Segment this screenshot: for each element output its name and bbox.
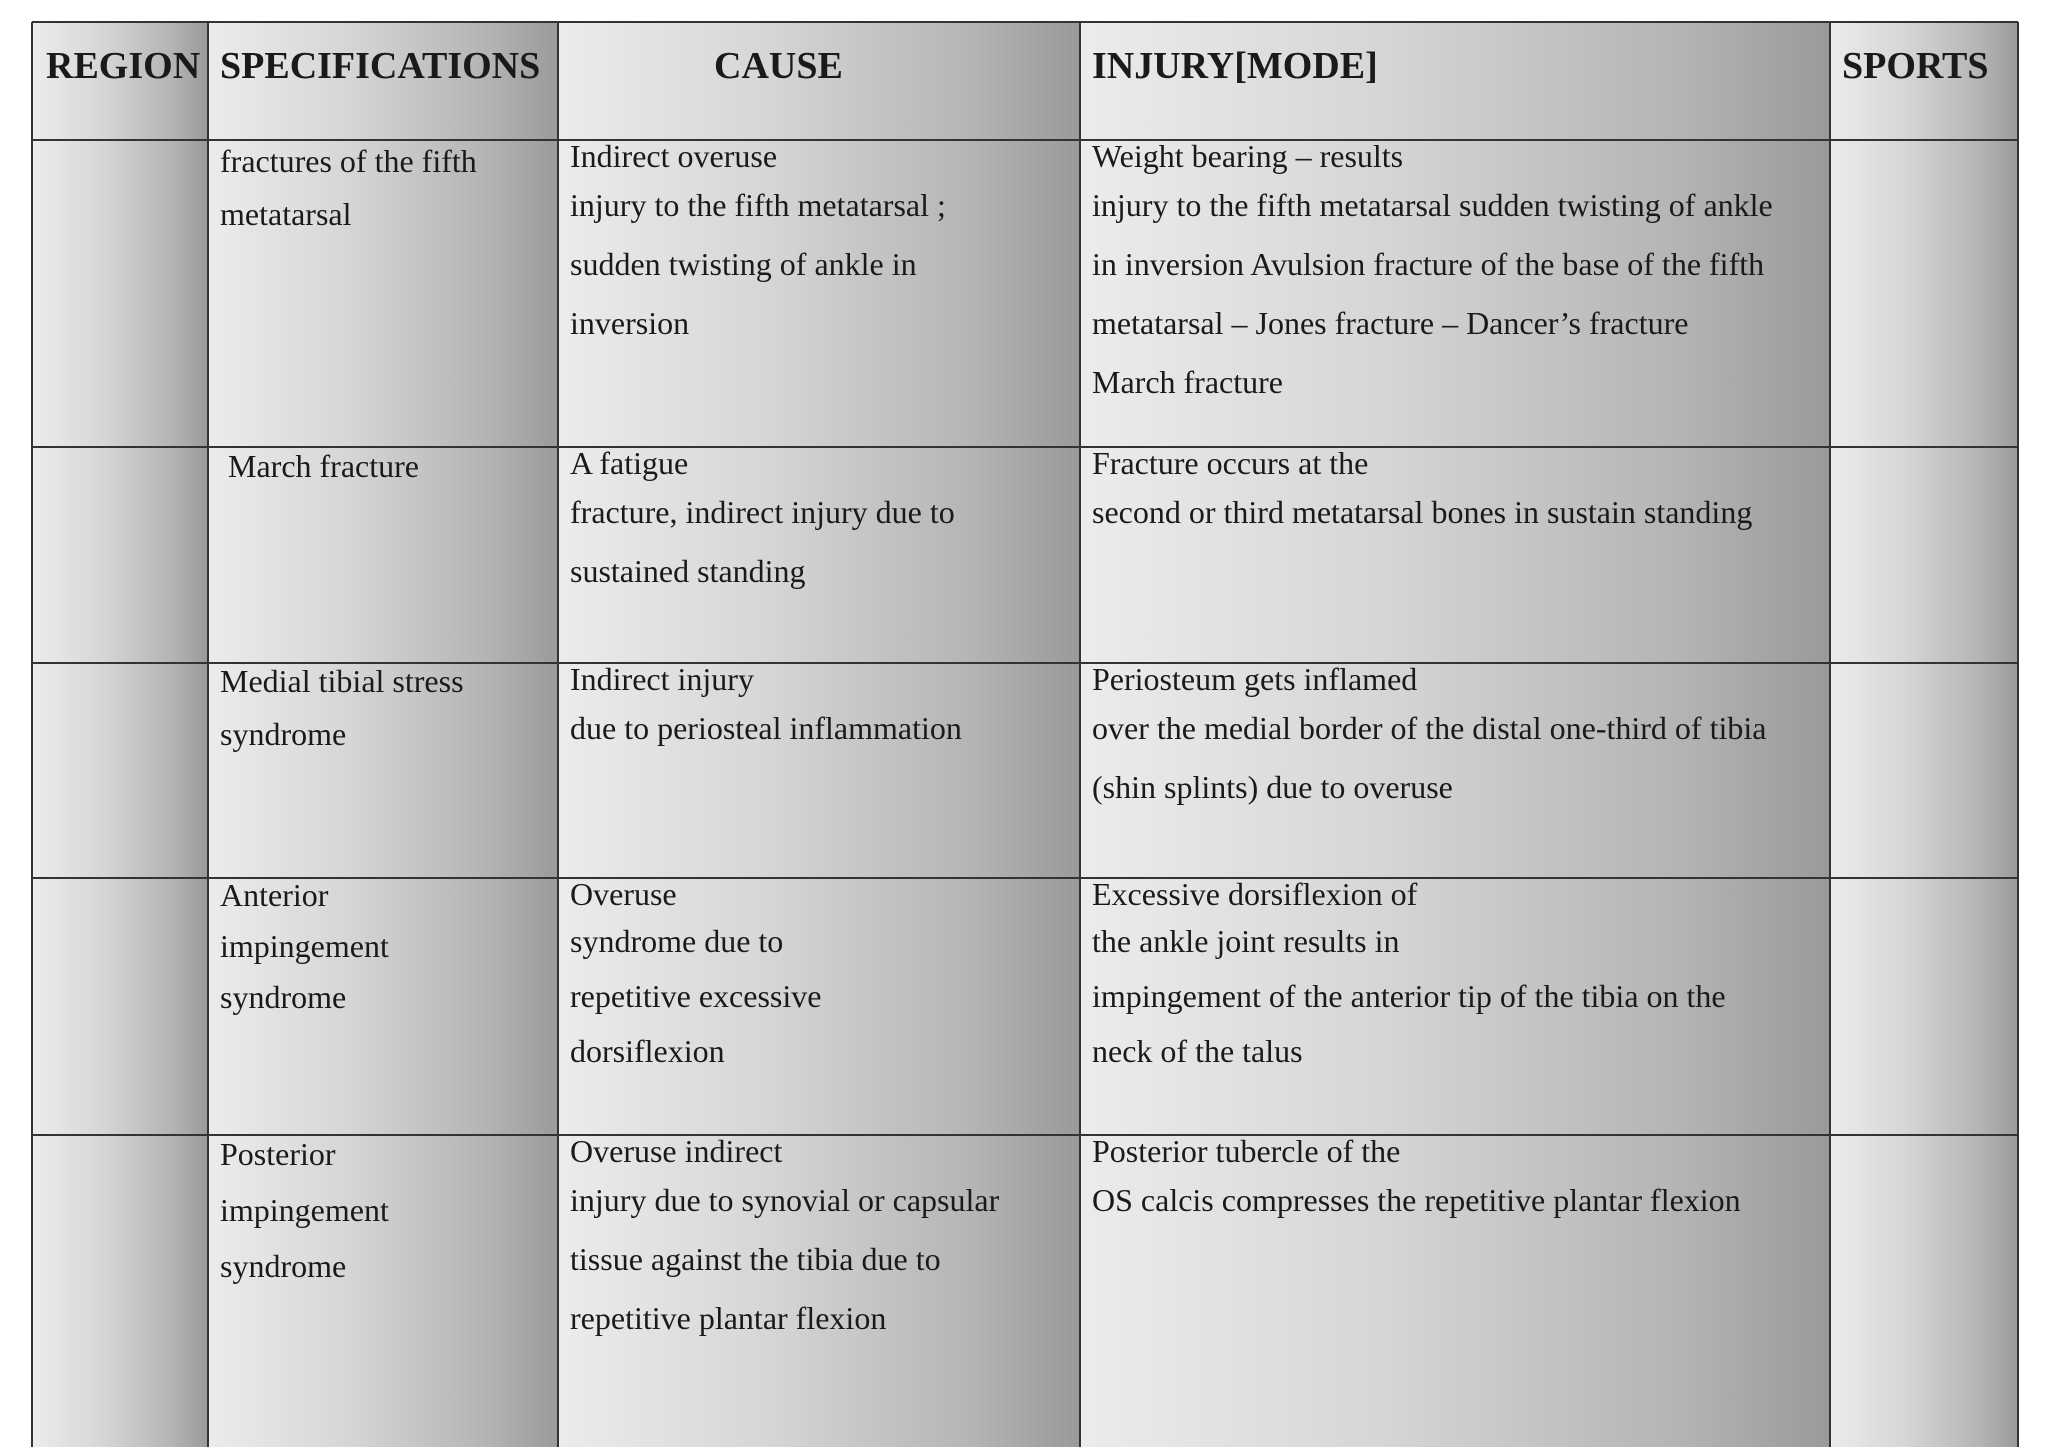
cell-line: Indirect overuse xyxy=(570,138,778,174)
cell-line: due to periosteal inflammation xyxy=(570,710,962,746)
header-sports: SPORTS xyxy=(1842,45,1989,87)
cause-cell xyxy=(570,874,821,1079)
cell-line: syndrome xyxy=(220,979,347,1015)
cell-line: dorsiflexion xyxy=(570,1033,725,1069)
column-divider xyxy=(1829,22,1831,1447)
column-divider xyxy=(2017,22,2019,1447)
cell-line: Anterior xyxy=(220,877,329,913)
cell-line: Excessive dorsiflexion of xyxy=(1092,876,1418,912)
cell-line: OS calcis compresses the repetitive plantar flexion xyxy=(1092,1182,1741,1218)
cell-line: repetitive excessive xyxy=(570,978,822,1014)
specification-cell xyxy=(220,1126,389,1294)
cell-line: Fracture occurs at the xyxy=(1092,445,1369,481)
sports-column xyxy=(1830,22,2018,1447)
specification-cell xyxy=(220,135,477,241)
cell-line: impingement xyxy=(220,928,389,964)
cell-line: Overuse indirect xyxy=(570,1133,783,1169)
header-specifications: SPECIFICATIONS xyxy=(220,45,541,87)
cell-line: sustained standing xyxy=(570,553,806,589)
injury-cell xyxy=(1092,874,1726,1079)
cell-line: Periosteum gets inflamed xyxy=(1092,661,1418,697)
cell-line: inversion xyxy=(570,305,690,341)
header-region: REGION xyxy=(46,45,201,87)
cell-line: in inversion Avulsion fracture of the base of the fifth xyxy=(1092,246,1765,282)
cell-line: (shin splints) due to overuse xyxy=(1092,769,1453,805)
injury-cell xyxy=(1092,443,1752,542)
cell-line: injury to the fifth metatarsal ; xyxy=(570,187,946,223)
cell-line: Medial tibial stress xyxy=(220,663,464,699)
column-divider xyxy=(557,22,559,1447)
cause-cell xyxy=(570,1131,999,1348)
cell-line: tissue against the tibia due to xyxy=(570,1241,941,1277)
table-top-border xyxy=(32,21,2018,23)
cell-line: injury due to synovial or capsular xyxy=(570,1182,1000,1218)
cell-line: Weight bearing – results xyxy=(1092,138,1404,174)
cause-cell xyxy=(570,136,946,353)
cell-line: impingement of the anterior tip of the tibia on the xyxy=(1092,978,1726,1014)
cell-line: second or third metatarsal bones in sustain standing xyxy=(1092,494,1753,530)
specification-cell xyxy=(220,870,389,1023)
cell-line: syndrome due to xyxy=(570,923,784,959)
cell-line: injury to the fifth metatarsal sudden twisting of ankle xyxy=(1092,187,1773,223)
cell-line: March fracture xyxy=(228,448,419,484)
cell-line: fractures of the fifth xyxy=(220,143,477,179)
cell-line: metatarsal – Jones fracture – Dancer’s fracture xyxy=(1092,305,1689,341)
header-cause: CAUSE xyxy=(714,45,843,87)
injury-cell xyxy=(1092,136,1773,412)
cell-line: A fatigue xyxy=(570,445,689,481)
injury-cell xyxy=(1092,1131,1741,1230)
cell-line: Posterior tubercle of the xyxy=(1092,1133,1401,1169)
cell-line: Overuse xyxy=(570,876,677,912)
header-injury: INJURY[MODE] xyxy=(1092,45,1378,87)
injury-cell xyxy=(1092,659,1766,817)
cause-cell xyxy=(570,443,955,601)
cell-line: syndrome xyxy=(220,716,347,752)
cell-line: repetitive plantar flexion xyxy=(570,1300,887,1336)
specification-cell xyxy=(220,655,464,761)
cell-line: March fracture xyxy=(1092,364,1283,400)
cell-line: Posterior xyxy=(220,1136,336,1172)
cell-line: syndrome xyxy=(220,1248,347,1284)
cell-line: impingement xyxy=(220,1192,389,1228)
cause-cell xyxy=(570,659,962,758)
cell-line: sudden twisting of ankle in xyxy=(570,246,917,282)
cell-line: over the medial border of the distal one-third of tibia xyxy=(1092,710,1767,746)
column-divider xyxy=(207,22,209,1447)
column-divider xyxy=(31,22,33,1447)
cell-line: metatarsal xyxy=(220,196,352,232)
cell-line: neck of the talus xyxy=(1092,1033,1303,1069)
region-column xyxy=(32,22,208,1447)
column-divider xyxy=(1079,22,1081,1447)
cell-line: Indirect injury xyxy=(570,661,754,697)
cell-line: the ankle joint results in xyxy=(1092,923,1400,959)
cell-line: fracture, indirect injury due to xyxy=(570,494,955,530)
specification-cell xyxy=(228,440,419,493)
